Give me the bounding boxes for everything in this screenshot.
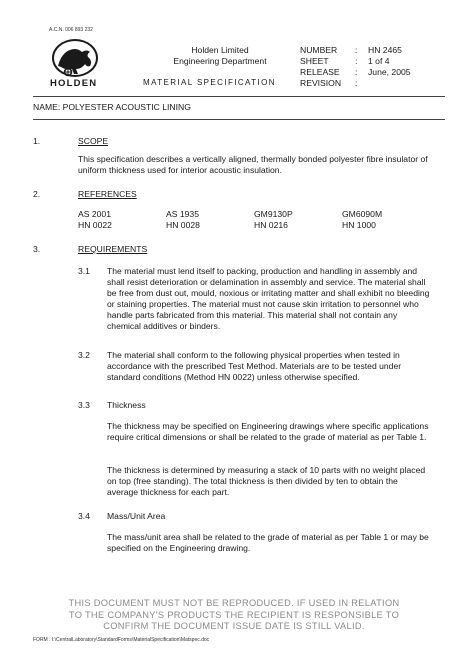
clause-3-1-text: The material must lend itself to packing, production and handling in assembly and shall resist deterioration or delamination in assembly and service. The material shall be free from dust out, mould, noxious or irritating matter and shall exhibit no bleeding or staining properties. The material must not cause skin irritation to personnel who handle parts fabricated from this material. This material shall not contain any chemical additives or binders. <box>107 266 430 331</box>
clause-number-3-3: 3.3 <box>78 400 90 410</box>
material-name: NAME: POLYESTER ACOUSTIC LINING <box>33 102 191 112</box>
brand-wordmark: HOLDEN <box>50 78 98 89</box>
references-row: AS 2001 AS 1935 GM9130P GM6090M <box>78 209 383 219</box>
meta-row-number: NUMBER : HN 2465 <box>300 45 402 55</box>
references-row: HN 0022 HN 0028 HN 0216 HN 1000 <box>78 220 376 230</box>
company-name: Holden Limited <box>191 45 249 55</box>
clause-number-3-2: 3.2 <box>78 350 90 360</box>
meta-row-sheet: SHEET : 1 of 4 <box>300 56 390 66</box>
clause-3-3-paragraph-1: The thickness may be specified on Engineering drawings where specific applications require critical dimensions or shall be related to the grade of material as per Table 1. <box>107 421 429 442</box>
clause-number-3-1: 3.1 <box>78 266 90 276</box>
name-divider <box>33 119 445 120</box>
meta-row-release: RELEASE : June, 2005 <box>300 67 411 77</box>
document-type: MATERIAL SPECIFICATION <box>143 78 276 87</box>
section-title-references: REFERENCES <box>78 189 137 199</box>
references-list <box>78 209 430 231</box>
acn-number: A.C.N. 006 893 232 <box>49 27 93 33</box>
department-name: Engineering Department <box>173 56 267 66</box>
clause-number-3-4: 3.4 <box>78 511 90 521</box>
reproduction-notice: THIS DOCUMENT MUST NOT BE REPRODUCED. IF USED IN RELATION TO THE COMPANY'S PRODUCTS THE RECIPIENT IS RESPONSIBLE TO CONFIRM THE DOCUMENT ISSUE DATE IS STILL VALID. <box>68 598 400 631</box>
clause-3-3-paragraph-2: The thickness is determined by measuring a stack of 10 parts with no weight placed on top (free standing). The total thickness is then divided by ten to obtain the average thickness for each part. <box>107 465 426 497</box>
section-number-references: 2. <box>33 189 41 199</box>
header-divider <box>33 96 445 97</box>
document-meta <box>300 45 411 89</box>
clause-3-2-text: The material shall conform to the following physical properties when tested in accordance with the prescribed Test Method. Materials are to be tested under standard conditions (Method HN 0022) unless otherwise specified. <box>107 350 402 382</box>
section-number-requirements: 3. <box>33 244 41 254</box>
meta-row-revision: REVISION : <box>300 78 358 88</box>
scope-text: This specification describes a vertically aligned, thermally bonded polyester fibre insulator of uniform thickness used for interior acoustic insulation. <box>78 154 428 175</box>
company-block <box>160 45 280 67</box>
clause-3-4-paragraph-1: The mass/unit area shall be related to the grade of material as per Table 1 or may be specified on the Engineering drawing. <box>107 532 429 553</box>
section-title-requirements: REQUIREMENTS <box>78 244 148 254</box>
section-title-scope: SCOPE <box>78 136 109 146</box>
clause-3-3-title: Thickness <box>107 400 146 410</box>
form-file-path: FORM : I:\CentralLaboratory\StandardForms\MaterialSpecification\Matspec.doc <box>33 637 210 643</box>
section-number-scope: 1. <box>33 136 41 146</box>
clause-3-4-title: Mass/Unit Area <box>107 511 166 521</box>
